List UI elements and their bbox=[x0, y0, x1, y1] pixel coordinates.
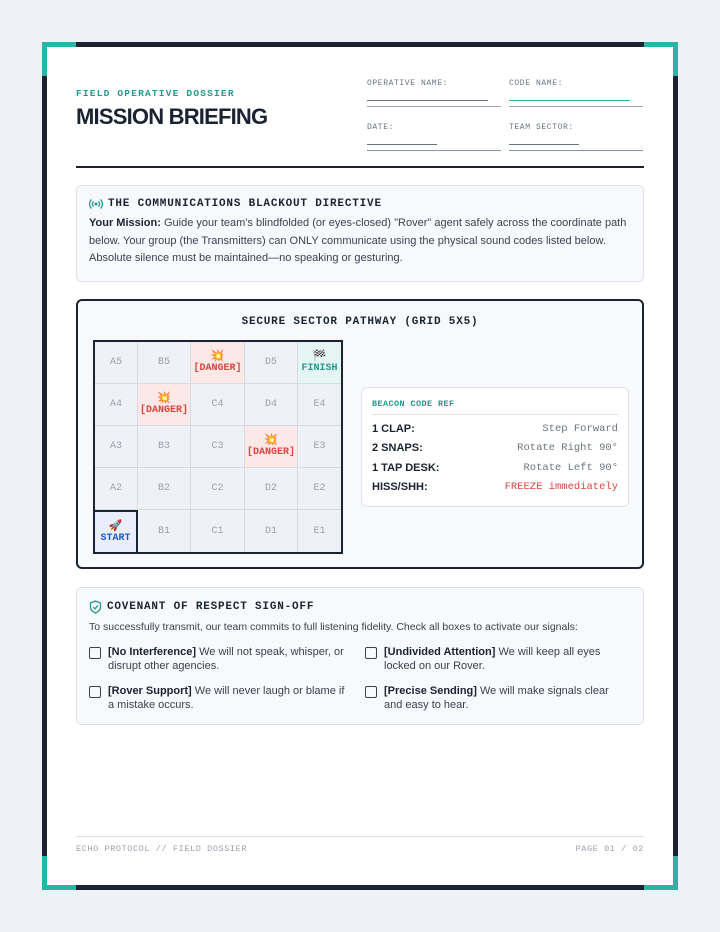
corner-bracket bbox=[644, 856, 678, 890]
checkbox[interactable] bbox=[89, 686, 101, 698]
grid-cell-label: E4 bbox=[313, 399, 326, 410]
beacon-value: FREEZE immediately bbox=[504, 481, 618, 494]
broadcast-icon bbox=[89, 198, 103, 210]
grid-cell-label: C2 bbox=[211, 483, 224, 494]
footer-divider bbox=[76, 836, 644, 837]
checkbox[interactable] bbox=[365, 686, 377, 698]
grid-cell-plain bbox=[191, 384, 245, 426]
dossier-sheet bbox=[47, 47, 673, 885]
grid-cell-label: D4 bbox=[264, 399, 277, 410]
grid-cell-label: A5 bbox=[109, 357, 122, 368]
grid-cell-label: B2 bbox=[157, 483, 170, 494]
grid-cell-label: D1 bbox=[264, 525, 277, 537]
grid-cell-plain bbox=[245, 342, 298, 384]
checkered-flag-icon: 🏁 bbox=[312, 351, 327, 363]
beacon-row bbox=[372, 419, 618, 439]
checkbox-label bbox=[384, 645, 625, 673]
directive-text bbox=[89, 215, 631, 268]
explosion-icon: 💥 bbox=[264, 435, 278, 447]
beacon-key: 1 TAP DESK: bbox=[372, 461, 440, 474]
checkbox[interactable] bbox=[89, 647, 101, 659]
grid-cell-label: [DANGER] bbox=[246, 447, 295, 458]
checkbox-label-text: We will not speak, whisper, or disrupt other agencies. bbox=[108, 646, 344, 672]
field-line bbox=[367, 100, 488, 101]
grid-cell-plain bbox=[95, 342, 138, 384]
directive-heading bbox=[89, 198, 631, 210]
footer-left: ECHO PROTOCOL // FIELD DOSSIER bbox=[76, 844, 248, 854]
grid-cell-label: A4 bbox=[109, 399, 122, 410]
grid-cell-plain bbox=[138, 342, 191, 384]
sector-map-panel bbox=[76, 299, 644, 569]
operative-name-field[interactable] bbox=[367, 79, 501, 88]
field-label: OPERATIVE NAME: bbox=[367, 79, 449, 88]
corner-bracket bbox=[42, 856, 76, 890]
page-frame bbox=[42, 42, 678, 890]
grid-cell-plain bbox=[245, 510, 298, 552]
checkbox-label bbox=[108, 645, 349, 673]
directive-lead: Your Mission: bbox=[89, 217, 161, 229]
field-line bbox=[509, 144, 579, 145]
grid-cell-label: E1 bbox=[313, 525, 326, 537]
corner-bracket bbox=[42, 42, 76, 76]
beacon-key: 1 CLAP: bbox=[372, 422, 415, 435]
beacon-value: Rotate Right 90° bbox=[517, 442, 618, 455]
field-underline bbox=[509, 106, 643, 107]
code-name-field[interactable] bbox=[509, 79, 643, 88]
beacon-list bbox=[372, 419, 618, 497]
grid-cell-label: B3 bbox=[157, 441, 170, 452]
header-divider bbox=[76, 166, 644, 168]
grid-cell-plain bbox=[138, 426, 191, 468]
covenant-intro: To successfully transmit, our team commits to full listening fidelity. Check all boxes to activate our signals: bbox=[89, 621, 578, 633]
beacon-value: Rotate Left 90° bbox=[523, 461, 618, 474]
checkbox-no-interference[interactable] bbox=[89, 645, 349, 673]
grid-cell-plain bbox=[138, 510, 191, 552]
checkbox-label-text: We will make signals clear and easy to hear. bbox=[384, 685, 609, 711]
page-number: PAGE 01 / 02 bbox=[575, 844, 644, 854]
grid-cell-label: START bbox=[100, 532, 131, 544]
checkbox-label-bold: [No Interference] bbox=[108, 646, 197, 658]
field-underline bbox=[509, 150, 643, 151]
grid-cell-plain bbox=[191, 468, 245, 510]
grid-cell-plain bbox=[298, 510, 341, 552]
checkbox-label-bold: [Precise Sending] bbox=[384, 685, 477, 697]
checkbox-label-bold: [Undivided Attention] bbox=[384, 646, 496, 658]
field-underline bbox=[367, 150, 501, 151]
eyebrow-label: FIELD OPERATIVE DOSSIER bbox=[76, 88, 235, 99]
grid-cell-start bbox=[95, 510, 138, 552]
grid-cell-label: E2 bbox=[313, 483, 326, 494]
grid-cell-label: A2 bbox=[109, 483, 122, 494]
grid-cell-plain bbox=[245, 384, 298, 426]
checkbox[interactable] bbox=[365, 647, 377, 659]
corner-bracket bbox=[644, 42, 678, 76]
grid-cell-plain bbox=[95, 426, 138, 468]
shield-check-icon bbox=[89, 600, 102, 614]
grid-cell-label: [DANGER] bbox=[139, 405, 188, 416]
team-sector-field[interactable] bbox=[509, 123, 643, 132]
beacon-title: BEACON CODE REF bbox=[372, 399, 618, 415]
field-label: DATE: bbox=[367, 123, 395, 132]
directive-panel bbox=[76, 185, 644, 282]
beacon-row bbox=[372, 458, 618, 478]
checkbox-undivided-attention[interactable] bbox=[365, 645, 625, 673]
pathway-grid bbox=[93, 340, 343, 554]
map-title: SECURE SECTOR PATHWAY (GRID 5X5) bbox=[241, 316, 479, 328]
grid-cell-plain bbox=[138, 468, 191, 510]
grid-cell-plain bbox=[95, 468, 138, 510]
grid-cell-plain bbox=[245, 468, 298, 510]
field-line bbox=[367, 144, 437, 145]
field-label: TEAM SECTOR: bbox=[509, 123, 574, 132]
field-underline bbox=[367, 106, 501, 107]
grid-cell-label: [DANGER] bbox=[193, 363, 242, 374]
grid-cell-label: C4 bbox=[211, 399, 224, 410]
grid-cell-label: C1 bbox=[211, 525, 224, 537]
rocket-icon: 🚀 bbox=[108, 520, 123, 533]
grid-cell-label: D5 bbox=[264, 357, 277, 368]
page-title: MISSION BRIEFING bbox=[76, 104, 268, 129]
checkbox-label bbox=[108, 684, 349, 712]
date-field[interactable] bbox=[367, 123, 501, 132]
grid-cell-danger bbox=[245, 426, 298, 468]
checkbox-rover-support[interactable] bbox=[89, 684, 349, 712]
grid-cell-danger bbox=[191, 342, 245, 384]
covenant-title: COVENANT OF RESPECT SIGN-OFF bbox=[107, 601, 315, 613]
grid-cell-label: D2 bbox=[264, 483, 277, 494]
beacon-row bbox=[372, 478, 618, 498]
grid-cell-label: FINISH bbox=[301, 363, 338, 374]
checkbox-label-bold: [Rover Support] bbox=[108, 685, 192, 697]
directive-body: Guide your team's blindfolded (or eyes-closed) "Rover" agent safely across the coordinate path below. Your group (the Transmitters) can ONLY communicate using the physical sound codes listed below. Absolute silence must be maintained—no speaking or gesturing. bbox=[89, 217, 627, 264]
grid-cell-plain bbox=[95, 384, 138, 426]
field-label: CODE NAME: bbox=[509, 79, 564, 88]
beacon-key: 2 SNAPS: bbox=[372, 442, 423, 455]
grid-cell-plain bbox=[191, 510, 245, 552]
grid-cell-danger bbox=[138, 384, 191, 426]
grid-cell-plain bbox=[298, 426, 341, 468]
grid-cell-label: A3 bbox=[109, 441, 122, 452]
beacon-value: Step Forward bbox=[542, 422, 618, 435]
covenant-heading bbox=[89, 600, 314, 614]
field-line bbox=[509, 100, 630, 101]
grid-cell-plain bbox=[298, 384, 341, 426]
beacon-key: HISS/SHH: bbox=[372, 481, 428, 494]
checkbox-precise-sending[interactable] bbox=[365, 684, 625, 712]
grid-cell-label: E3 bbox=[313, 441, 326, 452]
explosion-icon: 💥 bbox=[157, 393, 171, 405]
beacon-code-ref bbox=[361, 387, 629, 507]
checkbox-label-text: We will never laugh or blame if a mistake occurs. bbox=[108, 685, 345, 711]
explosion-icon: 💥 bbox=[210, 351, 225, 363]
covenant-panel bbox=[76, 587, 644, 725]
grid-cell-plain bbox=[298, 468, 341, 510]
grid-cell-label: B5 bbox=[157, 357, 170, 368]
grid-cell-finish bbox=[298, 342, 341, 384]
grid-cell-plain bbox=[191, 426, 245, 468]
directive-title: THE COMMUNICATIONS BLACKOUT DIRECTIVE bbox=[108, 198, 382, 210]
grid-cell-label: B1 bbox=[157, 525, 170, 537]
checkbox-label bbox=[384, 684, 625, 712]
checkbox-label-text: We will keep all eyes locked on our Rover. bbox=[384, 646, 601, 672]
grid-cell-label: C3 bbox=[211, 441, 224, 452]
beacon-row bbox=[372, 439, 618, 459]
